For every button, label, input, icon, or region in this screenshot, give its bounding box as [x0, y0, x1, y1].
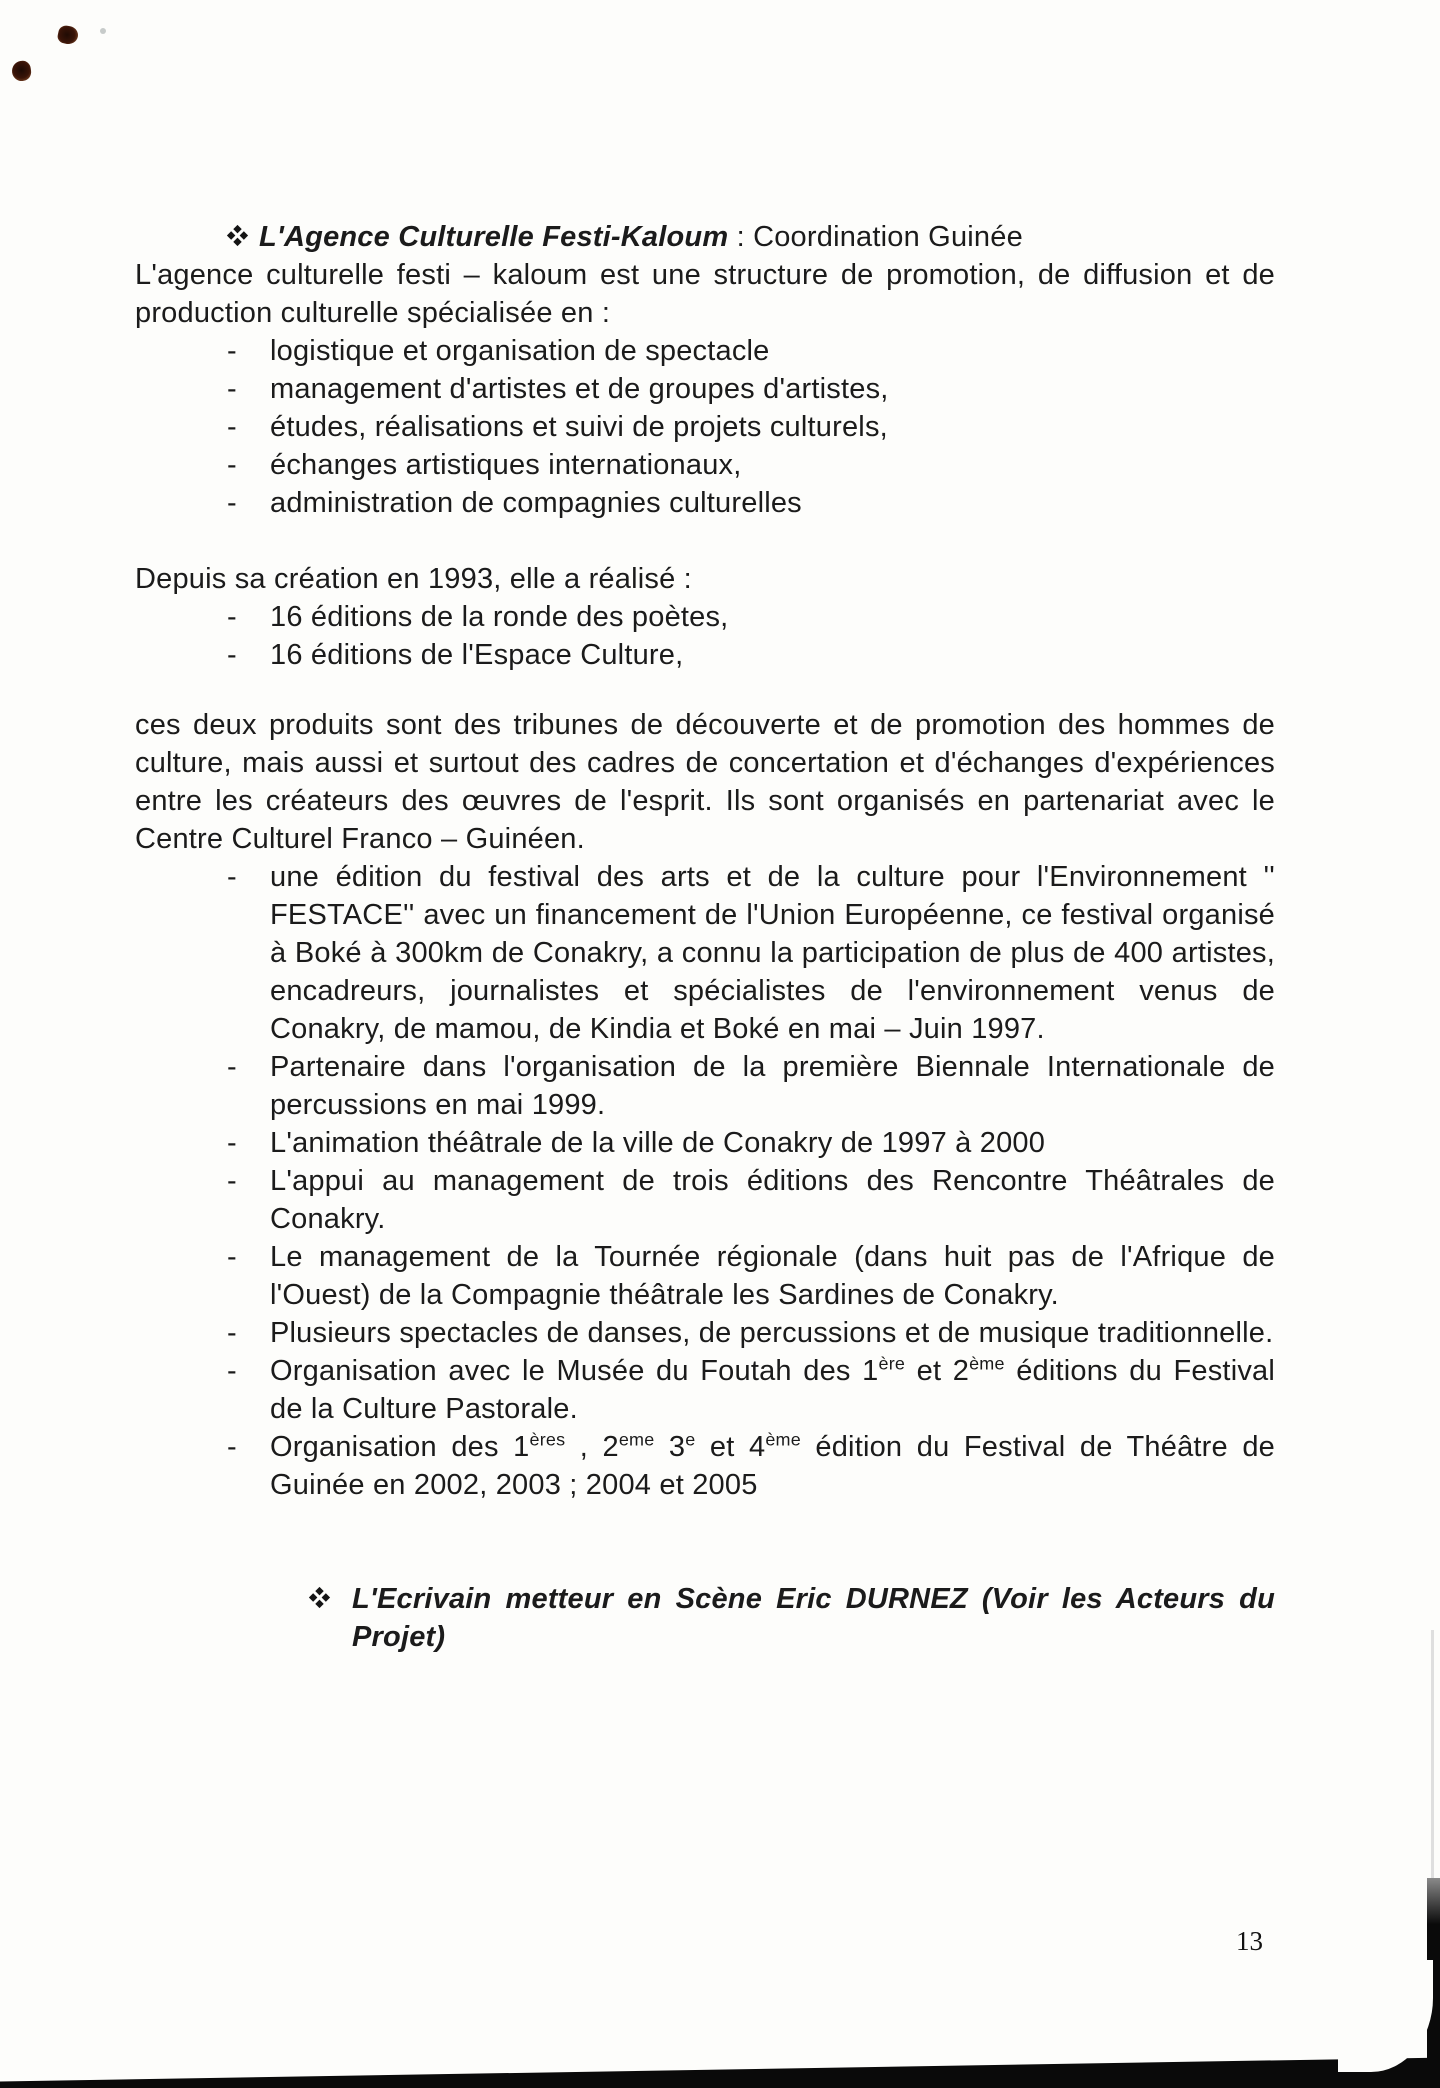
dash-marker: -: [227, 1355, 237, 1387]
list-item: [135, 1048, 1275, 1124]
section-heading-ecrivain: [310, 1580, 1275, 1656]
page-number: 13: [1236, 1926, 1263, 1956]
list-item: [135, 1124, 1275, 1162]
list-item-text: 16 éditions de la ronde des poètes,: [270, 601, 729, 633]
list-item: [135, 370, 1275, 408]
ink-spot-artifact: [56, 24, 79, 46]
list-item: [135, 1352, 1275, 1428]
dash-marker: -: [227, 639, 237, 671]
dash-marker: -: [227, 487, 237, 519]
dash-marker: -: [227, 449, 237, 481]
dash-marker: -: [227, 373, 237, 405]
dash-marker: -: [227, 861, 237, 893]
intro-paragraph: L'agence culturelle festi – kaloum est une structure de promotion, de diffusion et de production culturelle spécialisée en :: [135, 259, 1275, 329]
scan-bottom-black-band: [0, 2056, 1440, 2088]
achievements-list: [135, 858, 1275, 1504]
dash-marker: -: [227, 1317, 237, 1349]
list-item: [135, 332, 1275, 370]
list-item-text: administration de compagnies culturelles: [270, 487, 802, 519]
editions-list: [135, 598, 1275, 674]
list-item: [135, 598, 1275, 636]
ink-spot-artifact: [11, 60, 33, 82]
list-item: [135, 636, 1275, 674]
speck-artifact: [100, 28, 106, 34]
dash-marker: -: [227, 411, 237, 443]
dash-marker: -: [227, 1051, 237, 1083]
dash-marker: -: [227, 1127, 237, 1159]
list-item-text: études, réalisations et suivi de projets culturels,: [270, 411, 888, 443]
list-item-text: Le management de la Tournée régionale (dans huit pas de l'Afrique de l'Ouest) de la Compagnie théâtrale les Sardines de Conakry.: [270, 1241, 1275, 1311]
list-item-text: 16 éditions de l'Espace Culture,: [270, 639, 684, 671]
document-body: [135, 218, 1275, 1656]
dash-marker: -: [227, 1241, 237, 1273]
dash-marker: -: [227, 1165, 237, 1197]
paper-rounded-corner: [1338, 1960, 1433, 2072]
heading-bold-text: L'Agence Culturelle Festi-Kaloum: [259, 221, 729, 253]
list-item-text: Organisation avec le Musée du Foutah des 1ère et 2ème éditions du Festival de la Culture Pastorale.: [270, 1353, 1276, 1425]
list-item-text: échanges artistiques internationaux,: [270, 449, 742, 481]
diamond-bullet-icon: [309, 1587, 330, 1608]
list-item: [135, 1314, 1275, 1352]
heading-bold-text: L'Ecrivain metteur en Scène Eric DURNEZ (Voir les Acteurs du Projet): [352, 1583, 1275, 1653]
dash-marker: -: [227, 335, 237, 367]
dash-marker: -: [227, 601, 237, 633]
heading-regular-text: : Coordination Guinée: [728, 221, 1023, 253]
list-item: [135, 446, 1275, 484]
since-paragraph: Depuis sa création en 1993, elle a réalisé :: [135, 563, 692, 595]
list-item-text: Partenaire dans l'organisation de la première Biennale Internationale de percussions en mai 1999.: [270, 1051, 1275, 1121]
scan-edge-line-artifact: [1431, 1630, 1434, 1885]
list-item: [135, 408, 1275, 446]
list-item-text: L'appui au management de trois éditions des Rencontre Théâtrales de Conakry.: [270, 1165, 1275, 1235]
list-item-text: Plusieurs spectacles de danses, de percussions et de musique traditionnelle.: [270, 1317, 1274, 1349]
list-item: [135, 484, 1275, 522]
section-heading-agence: [230, 218, 1275, 256]
dash-marker: -: [227, 1431, 237, 1463]
list-item-text: management d'artistes et de groupes d'artistes,: [270, 373, 889, 405]
list-item: [135, 1428, 1275, 1504]
list-item: [135, 1238, 1275, 1314]
services-list: [135, 332, 1275, 522]
list-item-text: Organisation des 1ères , 2eme 3e et 4ème édition du Festival de Théâtre de Guinée en 2002, 2003 ; 2004 et 2005: [270, 1429, 1276, 1501]
list-item-text: une édition du festival des arts et de la culture pour l'Environnement '' FESTACE'' avec un financement de l'Union Européenne, ce festival organisé à Boké à 300km de Conakry, a connu la participation de plus de 400 artistes, encadreurs, journalistes et spécialistes de l'environnement venus de Conakry, de mamou, de Kindia et Boké en mai – Juin 1997.: [270, 861, 1275, 1045]
list-item: [135, 1162, 1275, 1238]
products-paragraph: ces deux produits sont des tribunes de découverte et de promotion des hommes de culture, mais aussi et surtout des cadres de concertation et d'échanges d'expériences entre les créateurs des œuvres de l'esprit. Ils sont organisés en partenariat avec le Centre Culturel Franco – Guinéen.: [135, 709, 1275, 855]
diamond-bullet-icon: [227, 225, 248, 246]
list-item-text: L'animation théâtrale de la ville de Conakry de 1997 à 2000: [270, 1127, 1046, 1159]
list-item-text: logistique et organisation de spectacle: [270, 335, 770, 367]
list-item: [135, 858, 1275, 1048]
